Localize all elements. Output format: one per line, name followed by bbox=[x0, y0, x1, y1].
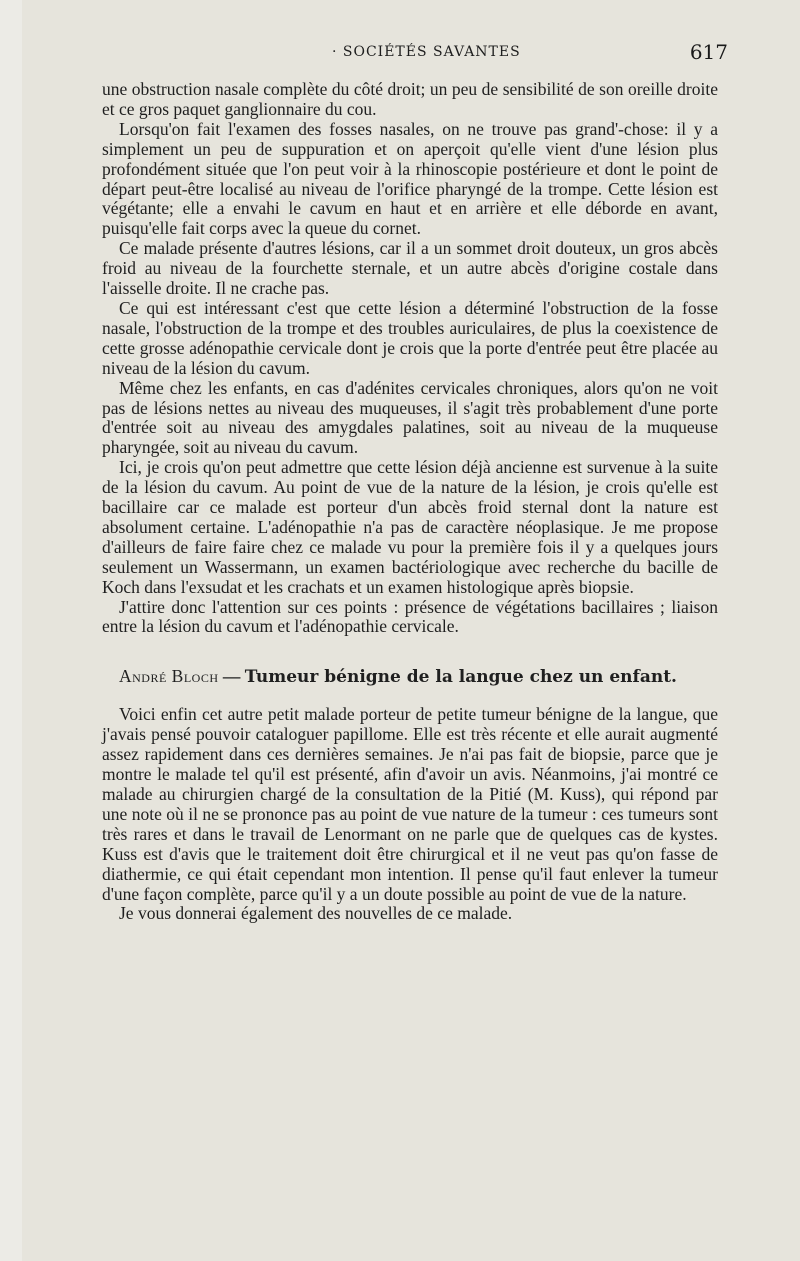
running-header bbox=[102, 40, 728, 70]
section-author: André Bloch bbox=[119, 666, 219, 687]
paragraph: Ce malade présente d'autres lésions, car il a un sommet droit douteux, un gros abcès froid au niveau de la fourchette sternale, et un autre abcès d'origine costale dans l'aisselle droite. Il ne crache pas. bbox=[102, 238, 718, 299]
paragraph: Je vous donnerai également des nouvelles de ce malade. bbox=[119, 903, 513, 924]
paragraph: Lorsqu'on fait l'examen des fosses nasales, on ne trouve pas grand'-chose: il y a simplement un peu de suppuration et on aperçoit qu'elle vient d'une lésion plus profondément située que l'on peut voir à la rhinoscopie postérieure et dont le point de départ peut-être localisé au niveau de l'orifice pharyngé de la trompe. Cette lésion est végétante; elle a envahi le cavum en haut et en arrière et elle déborde en avant, puisqu'elle fait corps avec la queue du cornet. bbox=[102, 118, 718, 239]
heading-dash: — bbox=[222, 666, 241, 687]
paragraph: une obstruction nasale complète du côté droit; un peu de sensibilité de son oreille droite et ce gros paquet ganglionnaire du cou. bbox=[102, 79, 718, 119]
paragraph: Ce qui est intéressant c'est que cette lésion a déterminé l'obstruction de la fosse nasale, l'obstruction de la trompe et des troubles auriculaires, de plus la coexistence de cette grosse adénopathie cervicale dont je crois que la porte d'entrée peut être placée au niveau de la lésion du cavum. bbox=[102, 297, 718, 378]
section-body bbox=[102, 705, 718, 924]
paragraph: Même chez les enfants, en cas d'adénites cervicales chroniques, alors qu'on ne voit pas de lésions nettes au niveau des muqueuses, il s'agit très probablement d'une porte d'entrée soit au niveau des amygdales palatines, soit au niveau de la muqueuse pharyngée, soit au niveau du cavum. bbox=[102, 377, 718, 458]
paragraph: J'attire donc l'attention sur ces points : présence de végétations bacillaires ; liaison entre la lésion du cavum et l'adénopathie cervicale. bbox=[102, 596, 718, 637]
paragraph: Voici enfin cet autre petit malade porteur de petite tumeur bénigne de la langue, que j'avais pensé pouvoir cataloguer papillome. Elle est très récente et elle aurait augmenté assez rapidement dans ces dernières semaines. Je n'ai pas fait de biopsie, parce que je montre le malade tel qu'il est présenté, afin d'avoir un avis. Néanmoins, j'ai montré ce malade au chirurgien chargé de la consultation de la Pitié (M. Kuss), qui répond par une note où il ne se prononce pas au point de vue nature de la tumeur : ces tumeurs sont très rares et dans le travail de Lenormant on ne parle que de quelques cas de kystes. Kuss est d'avis que le traitement doit être chirurgical et il ne veut pas qu'on fasse de diathermie, ce qui était cependant mon intention. Il pense qu'il faut enlever la tumeur d'une façon complète, parce qu'il y a un doute possible au point de vue de la nature. bbox=[102, 704, 718, 904]
paragraph: Ici, je crois qu'on peut admettre que cette lésion déjà ancienne est survenue à la suite de la lésion du cavum. Au point de vue de la nature de la lésion, je crois qu'elle est bacillaire car ce malade est porteur d'un abcès froid sternal dont la nature est absolument certaine. L'adénopathie n'a pas de caractère néoplasique. Je me propose d'ailleurs de faire faire chez ce malade vu pour la première fois il y a quelques jours seulement un Wassermann, un examen bactériologique avec recherche du bacille de Koch dans l'exsudat et les crachats et un examen histologique après biopsie. bbox=[102, 457, 718, 597]
running-title: · SOCIÉTÉS SAVANTES bbox=[332, 44, 521, 60]
article-body bbox=[102, 80, 718, 924]
section-heading bbox=[102, 666, 718, 687]
page-number: 617 bbox=[689, 40, 728, 64]
section-title: Tumeur bénigne de la langue chez un enfant. bbox=[244, 667, 677, 688]
